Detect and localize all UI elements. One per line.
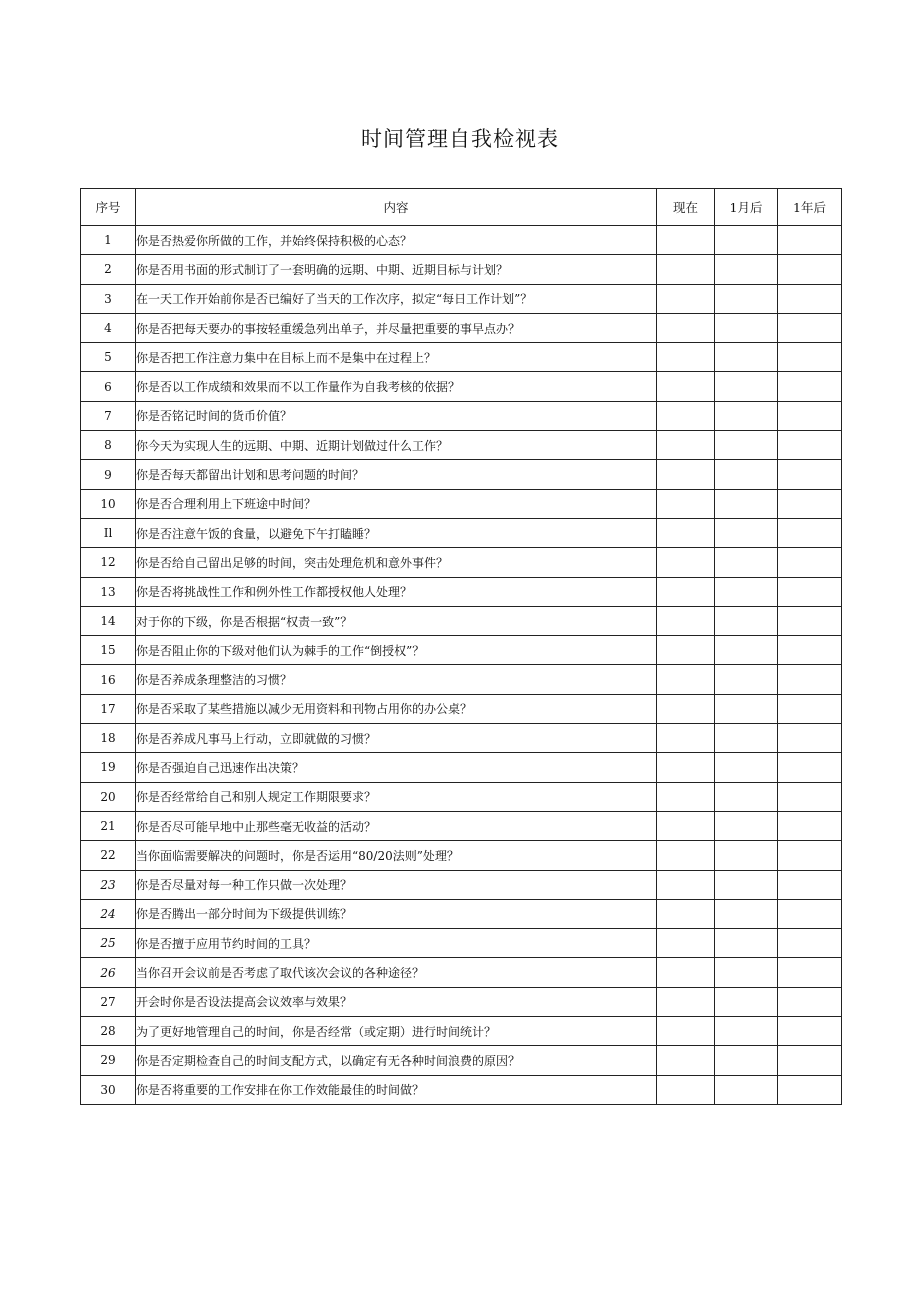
cell-one-year[interactable] — [778, 753, 842, 782]
cell-one-month[interactable] — [715, 665, 778, 694]
table-row — [81, 460, 842, 489]
row-question: 你是否每天都留出计划和思考问题的时间？ — [136, 460, 657, 489]
cell-one-year[interactable] — [778, 665, 842, 694]
row-number: 13 — [81, 577, 136, 606]
cell-now[interactable] — [657, 1017, 715, 1046]
cell-one-month[interactable] — [715, 577, 778, 606]
cell-now[interactable] — [657, 226, 715, 255]
row-question: 你是否尽可能早地中止那些毫无收益的活动？ — [136, 811, 657, 840]
row-number: 4 — [81, 313, 136, 342]
row-number: 9 — [81, 460, 136, 489]
row-question: 你是否经常给自己和别人规定工作期限要求？ — [136, 782, 657, 811]
row-question: 你是否阻止你的下级对他们认为棘手的工作“倒授权”？ — [136, 636, 657, 665]
cell-one-month[interactable] — [715, 929, 778, 958]
table-row — [81, 753, 842, 782]
cell-now[interactable] — [657, 548, 715, 577]
cell-one-month[interactable] — [715, 460, 778, 489]
table-row — [81, 518, 842, 547]
cell-one-year[interactable] — [778, 401, 842, 430]
cell-one-year[interactable] — [778, 313, 842, 342]
table-row — [81, 782, 842, 811]
row-question: 你是否强迫自己迅速作出决策？ — [136, 753, 657, 782]
row-question: 对于你的下级，你是否根据“权责一致”？ — [136, 606, 657, 635]
cell-one-month[interactable] — [715, 489, 778, 518]
table-row — [81, 372, 842, 401]
cell-one-month[interactable] — [715, 255, 778, 284]
cell-now[interactable] — [657, 636, 715, 665]
cell-one-month[interactable] — [715, 1017, 778, 1046]
row-number: 20 — [81, 782, 136, 811]
cell-one-year[interactable] — [778, 372, 842, 401]
row-number: 28 — [81, 1017, 136, 1046]
table-row — [81, 958, 842, 987]
cell-now[interactable] — [657, 694, 715, 723]
cell-now[interactable] — [657, 958, 715, 987]
table-row — [81, 1075, 842, 1104]
table-row — [81, 255, 842, 284]
cell-now[interactable] — [657, 724, 715, 753]
table-row — [81, 929, 842, 958]
table-row — [81, 724, 842, 753]
cell-one-month[interactable] — [715, 636, 778, 665]
cell-one-month[interactable] — [715, 548, 778, 577]
row-question: 你是否养成凡事马上行动，立即就做的习惯？ — [136, 724, 657, 753]
cell-one-month[interactable] — [715, 518, 778, 547]
row-question: 你是否擅于应用节约时间的工具？ — [136, 929, 657, 958]
table-row — [81, 343, 842, 372]
header-num: 序号 — [81, 189, 136, 226]
row-number: 2 — [81, 255, 136, 284]
table-row — [81, 870, 842, 899]
row-number: 26 — [81, 958, 136, 987]
row-question: 你是否养成条理整洁的习惯？ — [136, 665, 657, 694]
table-row — [81, 226, 842, 255]
cell-one-month[interactable] — [715, 372, 778, 401]
table-row — [81, 1017, 842, 1046]
row-number: 25 — [81, 929, 136, 958]
cell-now[interactable] — [657, 1075, 715, 1104]
row-number: 22 — [81, 841, 136, 870]
cell-one-month[interactable] — [715, 431, 778, 460]
header-now: 现在 — [657, 189, 715, 226]
cell-one-year[interactable] — [778, 1075, 842, 1104]
cell-one-month[interactable] — [715, 606, 778, 635]
cell-one-year[interactable] — [778, 899, 842, 928]
cell-now[interactable] — [657, 753, 715, 782]
table-row — [81, 1046, 842, 1075]
header-row — [81, 189, 842, 226]
cell-one-year[interactable] — [778, 606, 842, 635]
cell-one-year[interactable] — [778, 782, 842, 811]
table-row — [81, 841, 842, 870]
table-row — [81, 313, 842, 342]
table-row — [81, 636, 842, 665]
cell-one-year[interactable] — [778, 489, 842, 518]
cell-one-month[interactable] — [715, 782, 778, 811]
cell-one-year[interactable] — [778, 343, 842, 372]
cell-now[interactable] — [657, 577, 715, 606]
row-question: 你是否给自己留出足够的时间，突击处理危机和意外事件？ — [136, 548, 657, 577]
row-question: 你是否把工作注意力集中在目标上而不是集中在过程上？ — [136, 343, 657, 372]
cell-one-month[interactable] — [715, 401, 778, 430]
cell-now[interactable] — [657, 343, 715, 372]
cell-one-year[interactable] — [778, 724, 842, 753]
table-row — [81, 548, 842, 577]
row-number: 30 — [81, 1075, 136, 1104]
cell-now[interactable] — [657, 841, 715, 870]
cell-one-month[interactable] — [715, 841, 778, 870]
row-number: 7 — [81, 401, 136, 430]
cell-one-month[interactable] — [715, 313, 778, 342]
table-row — [81, 606, 842, 635]
row-question: 为了更好地管理自己的时间，你是否经常（或定期）进行时间统计？ — [136, 1017, 657, 1046]
cell-now[interactable] — [657, 518, 715, 547]
row-number: 16 — [81, 665, 136, 694]
cell-one-year[interactable] — [778, 431, 842, 460]
header-content: 内容 — [136, 189, 657, 226]
row-number: 8 — [81, 431, 136, 460]
row-question: 在一天工作开始前你是否已编好了当天的工作次序，拟定“每日工作计划”？ — [136, 284, 657, 313]
row-question: 你是否采取了某些措施以减少无用资料和刊物占用你的办公桌？ — [136, 694, 657, 723]
row-question: 你是否定期检查自己的时间支配方式，以确定有无各种时间浪费的原因？ — [136, 1046, 657, 1075]
cell-one-year[interactable] — [778, 255, 842, 284]
row-question: 你是否将挑战性工作和例外性工作都授权他人处理？ — [136, 577, 657, 606]
cell-one-year[interactable] — [778, 811, 842, 840]
cell-now[interactable] — [657, 987, 715, 1016]
cell-one-month[interactable] — [715, 694, 778, 723]
row-number: 18 — [81, 724, 136, 753]
row-number: 6 — [81, 372, 136, 401]
row-question: 你是否以工作成绩和效果而不以工作量作为自我考核的依据？ — [136, 372, 657, 401]
cell-one-month[interactable] — [715, 870, 778, 899]
cell-now[interactable] — [657, 811, 715, 840]
cell-one-year[interactable] — [778, 841, 842, 870]
cell-one-year[interactable] — [778, 548, 842, 577]
row-number: 23 — [81, 870, 136, 899]
row-number: 5 — [81, 343, 136, 372]
page-title: 时间管理自我检视表 — [361, 127, 559, 151]
table-row — [81, 665, 842, 694]
cell-one-year[interactable] — [778, 870, 842, 899]
row-question: 你是否腾出一部分时间为下级提供训练？ — [136, 899, 657, 928]
row-number: 14 — [81, 606, 136, 635]
cell-one-month[interactable] — [715, 1075, 778, 1104]
cell-now[interactable] — [657, 489, 715, 518]
cell-one-month[interactable] — [715, 724, 778, 753]
cell-one-year[interactable] — [778, 929, 842, 958]
cell-now[interactable] — [657, 665, 715, 694]
row-number: 27 — [81, 987, 136, 1016]
row-number: 15 — [81, 636, 136, 665]
row-number: 24 — [81, 899, 136, 928]
row-question: 你是否尽量对每一种工作只做一次处理？ — [136, 870, 657, 899]
cell-one-year[interactable] — [778, 1046, 842, 1075]
cell-now[interactable] — [657, 401, 715, 430]
cell-one-month[interactable] — [715, 1046, 778, 1075]
header-one-month: 1月后 — [715, 189, 778, 226]
row-question: 你是否铭记时间的货币价值？ — [136, 401, 657, 430]
row-number: 12 — [81, 548, 136, 577]
row-number: 17 — [81, 694, 136, 723]
cell-one-month[interactable] — [715, 753, 778, 782]
cell-one-year[interactable] — [778, 577, 842, 606]
row-number: 29 — [81, 1046, 136, 1075]
row-question: 你是否热爱你所做的工作，并始终保持积极的心态？ — [136, 226, 657, 255]
cell-now[interactable] — [657, 606, 715, 635]
row-question: 你今天为实现人生的远期、中期、近期计划做过什么工作？ — [136, 431, 657, 460]
table-row — [81, 577, 842, 606]
cell-now[interactable] — [657, 782, 715, 811]
cell-now[interactable] — [657, 255, 715, 284]
cell-one-month[interactable] — [715, 284, 778, 313]
cell-one-month[interactable] — [715, 958, 778, 987]
cell-now[interactable] — [657, 460, 715, 489]
row-number: Il — [81, 518, 136, 547]
row-question: 当你面临需要解决的问题时，你是否运用“80/20法则”处理？ — [136, 841, 657, 870]
row-question: 你是否把每天要办的事按轻重缓急列出单子，并尽量把重要的事早点办？ — [136, 313, 657, 342]
header-one-year: 1年后 — [778, 189, 842, 226]
table-row — [81, 489, 842, 518]
cell-one-year[interactable] — [778, 226, 842, 255]
table-row — [81, 431, 842, 460]
cell-one-month[interactable] — [715, 987, 778, 1016]
cell-now[interactable] — [657, 372, 715, 401]
cell-one-year[interactable] — [778, 987, 842, 1016]
cell-one-month[interactable] — [715, 226, 778, 255]
table-row — [81, 694, 842, 723]
cell-one-year[interactable] — [778, 460, 842, 489]
cell-one-year[interactable] — [778, 284, 842, 313]
table-body — [81, 226, 842, 1105]
cell-now[interactable] — [657, 929, 715, 958]
cell-one-month[interactable] — [715, 343, 778, 372]
cell-one-year[interactable] — [778, 958, 842, 987]
row-number: 19 — [81, 753, 136, 782]
row-question: 你是否注意午饭的食量，以避免下午打瞌睡？ — [136, 518, 657, 547]
cell-one-year[interactable] — [778, 694, 842, 723]
cell-now[interactable] — [657, 431, 715, 460]
cell-one-month[interactable] — [715, 811, 778, 840]
cell-one-year[interactable] — [778, 518, 842, 547]
row-question: 你是否用书面的形式制订了一套明确的远期、中期、近期目标与计划？ — [136, 255, 657, 284]
table-row — [81, 284, 842, 313]
cell-now[interactable] — [657, 870, 715, 899]
cell-one-month[interactable] — [715, 899, 778, 928]
table-row — [81, 811, 842, 840]
self-check-table — [80, 188, 842, 1105]
cell-one-year[interactable] — [778, 1017, 842, 1046]
table-row — [81, 899, 842, 928]
row-number: 10 — [81, 489, 136, 518]
cell-now[interactable] — [657, 284, 715, 313]
cell-now[interactable] — [657, 1046, 715, 1075]
table-row — [81, 987, 842, 1016]
row-number: 3 — [81, 284, 136, 313]
row-question: 你是否将重要的工作安排在你工作效能最佳的时间做？ — [136, 1075, 657, 1104]
cell-now[interactable] — [657, 899, 715, 928]
cell-now[interactable] — [657, 313, 715, 342]
row-question: 当你召开会议前是否考虑了取代该次会议的各种途径？ — [136, 958, 657, 987]
table-row — [81, 401, 842, 430]
row-question: 你是否合理利用上下班途中时间？ — [136, 489, 657, 518]
row-number: 21 — [81, 811, 136, 840]
row-question: 开会时你是否设法提高会议效率与效果？ — [136, 987, 657, 1016]
cell-one-year[interactable] — [778, 636, 842, 665]
row-number: 1 — [81, 226, 136, 255]
